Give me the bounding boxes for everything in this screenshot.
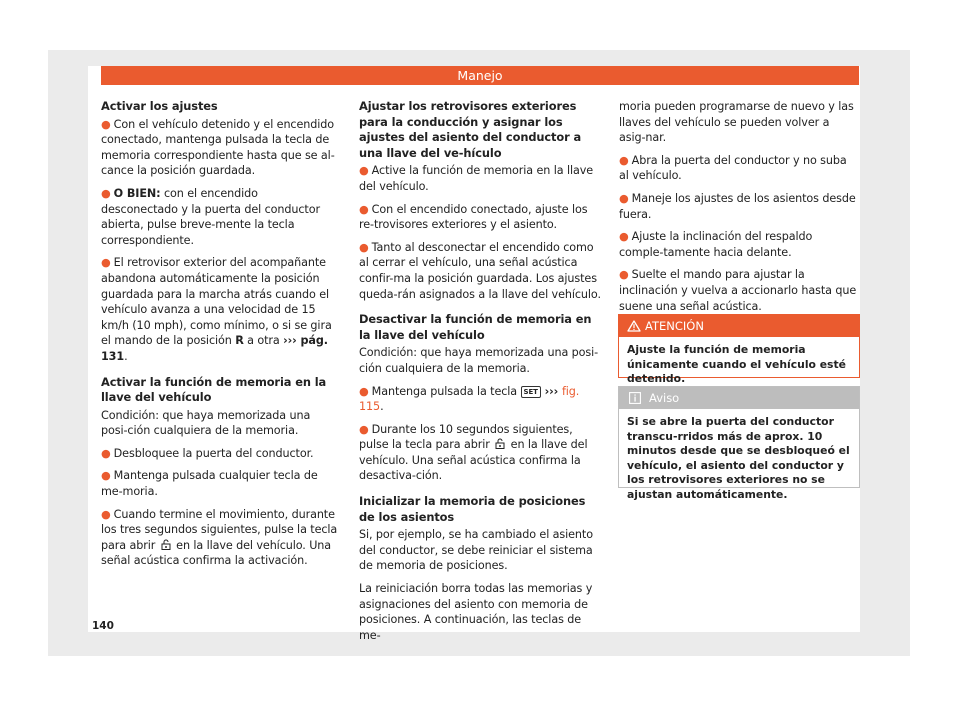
info-icon <box>629 392 641 404</box>
list-item: ● Mantenga pulsada cualquier tecla de me-moria. <box>101 469 318 499</box>
warning-header <box>619 315 859 337</box>
section-header: Manejo <box>101 66 859 85</box>
note-box <box>618 386 860 501</box>
list-item: ● Ajuste la inclinación del respaldo comple-tamente hacia delante. <box>619 230 813 259</box>
list-item: ● Maneje los ajustes de los asientos desde fuera. <box>619 191 856 221</box>
warning-box <box>618 314 860 385</box>
list-item: ● Active la función de memoria en la llave del vehículo. <box>359 164 594 193</box>
figure-reference-link[interactable]: fig. 115 <box>359 384 580 414</box>
warning-triangle-icon <box>627 320 641 332</box>
unlock-icon <box>161 539 171 550</box>
list-item: ● Con el vehículo detenido y el encendido conectado, mantenga pulsada la tecla de memoria correspondiente hasta que se al-cance la posición guardada. <box>101 117 335 178</box>
list-item: ● Cuando termine el movimiento, durante los tres segundos siguientes, pulse la tecla para abrir en la llave del vehículo. Una señal acústica confirma la activación. <box>101 507 338 568</box>
heading-activar-funcion: Activar la función de memoria en la llave del vehículo <box>101 374 327 405</box>
list-item: ● El retrovisor exterior del acompañante abandona automáticamente la posición guardada para la marcha atrás cuando el vehículo avanza a una velocidad de 15 km/h (10 mph), como mínimo, o si se gira el mando de la posición R a otra ››› pág. 131. <box>101 256 332 363</box>
page-reference-link[interactable]: ››› pág. 131 <box>101 334 328 363</box>
paragraph: La reiniciación borra todas las memorias y asignaciones del asiento con memoria de posiciones. A continuación, las teclas de me- <box>359 582 593 642</box>
warning-title: ATENCIÓN <box>645 319 704 333</box>
list-item: ● Desbloquee la puerta del conductor. <box>101 446 314 460</box>
paragraph: moria pueden programarse de nuevo y las llaves del vehículo se pueden volver a asig-nar. <box>619 100 854 145</box>
set-key-icon: SET <box>521 386 541 398</box>
heading-ajustar-retrovisores: Ajustar los retrovisores exteriores para la conducción y asignar los ajustes del asiento del conductor a una llave del ve-hículo <box>359 99 582 160</box>
column-middle <box>359 99 601 650</box>
list-item: ● O BIEN: con el encendido desconectado y la puerta del conductor abierta, pulse breve-mente la tecla correspondiente. <box>101 186 320 247</box>
note-text: Si se abre la puerta del conductor transcu-rridos más de aprox. 10 minutos desde que se desbloqueó el vehículo, el asiento del conductor y los retrovisores exteriores no se ajustan automáticamente. <box>627 415 850 501</box>
list-item: ● Tanto al desconectar el encendido como al cerrar el vehículo, una señal acústica confir-ma la posición guardada. Los ajustes queda-rán asignados a la llave del vehículo. <box>359 240 601 301</box>
note-title: Aviso <box>649 391 680 405</box>
list-item: ● Durante los 10 segundos siguientes, pulse la tecla para abrir en la llave del vehículo. Una señal acústica confirma la desactiva-ción. <box>359 422 588 483</box>
column-left <box>101 99 338 576</box>
list-item: ● Con el encendido conectado, ajuste los re-trovisores exteriores y el asiento. <box>359 202 588 232</box>
paragraph: Condición: que haya memorizada una posi-ción cualquiera de la memoria. <box>359 346 599 375</box>
paragraph: Condición: que haya memorizada una posi-ción cualquiera de la memoria. <box>101 408 311 438</box>
page-number: 140 <box>92 620 114 632</box>
warning-text: Ajuste la función de memoria únicamente cuando el vehículo esté detenido. <box>627 343 846 385</box>
column-right <box>619 99 859 321</box>
heading-inicializar-memoria: Inicializar la memoria de posiciones de los asientos <box>359 494 586 524</box>
unlock-icon <box>495 438 505 449</box>
paragraph: Si, por ejemplo, se ha cambiado el asiento del conductor, se debe reiniciar el sistema de memoria de posiciones. <box>359 528 593 573</box>
list-item: ● Suelte el mando para ajustar la inclinación y vuelva a accionarlo hasta que suene una señal acústica. <box>619 268 857 313</box>
heading-activar-ajustes: Activar los ajustes <box>101 99 218 113</box>
list-item: ● Abra la puerta del conductor y no suba al vehículo. <box>619 153 847 183</box>
note-header <box>619 387 859 409</box>
list-item: ● Mantenga pulsada la tecla SET ››› fig. 115. <box>359 384 580 414</box>
heading-desactivar-funcion: Desactivar la función de memoria en la llave del vehículo <box>359 312 592 342</box>
